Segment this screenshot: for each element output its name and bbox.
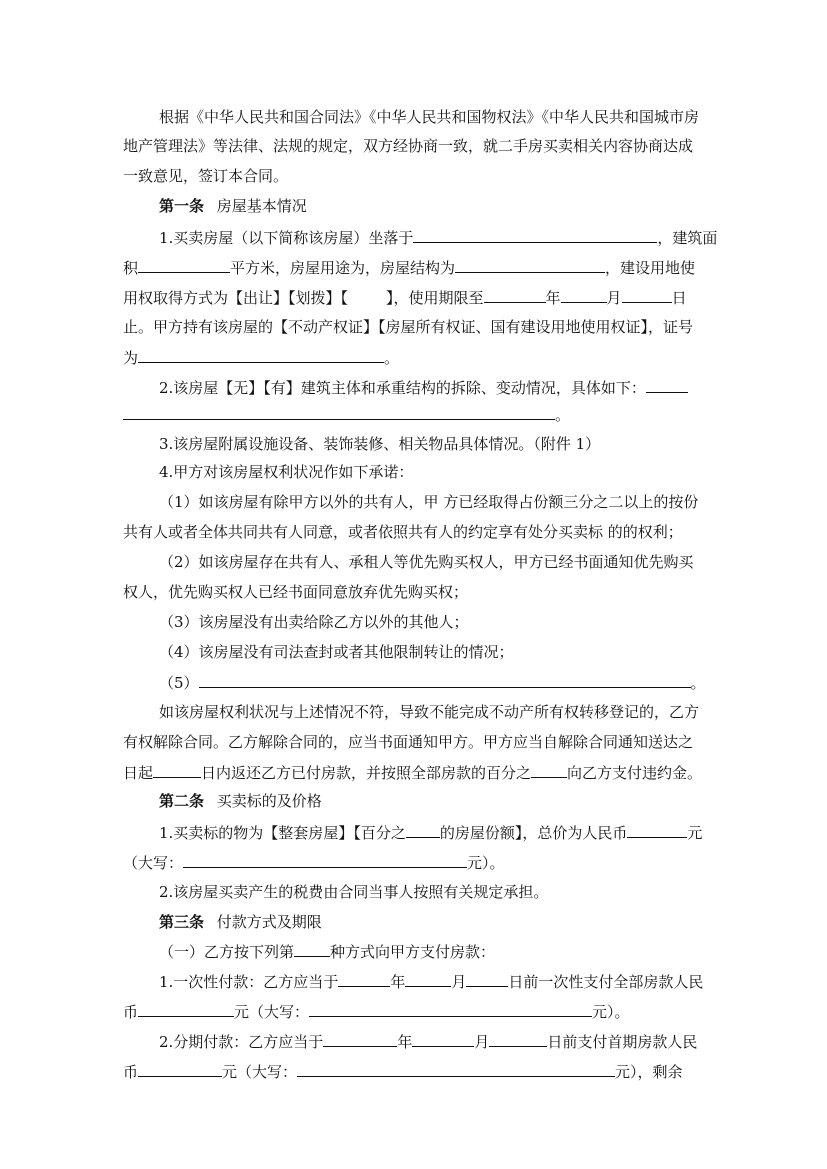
breach-line-2 [123, 732, 693, 752]
a1-item4-p4 [159, 642, 514, 662]
a3-lump-line-2 [123, 1001, 630, 1022]
install-year-blank[interactable] [323, 1031, 397, 1047]
a1-item3 [159, 434, 600, 454]
breach-line-1 [159, 702, 699, 722]
text: 元），剩余 [615, 1063, 683, 1081]
article-number: 第二条 [159, 792, 205, 810]
text: 有权解除合同。乙方解除合同的，应当书面通知甲方。甲方应当自解除合同通知送达之 [123, 733, 694, 751]
text: 积 [123, 259, 139, 277]
article-3-heading [159, 912, 322, 932]
text: 1.一次性付款：乙方应当于 [159, 973, 339, 991]
a1-item4-intro [159, 462, 413, 482]
text: 日前支付首期房款人民 [547, 1033, 698, 1051]
text: 向乙方支付违约金。 [567, 764, 703, 782]
article-title: 买卖标的及价格 [216, 792, 322, 810]
text: 1.买卖房屋（以下简称该房屋）坐落于 [159, 229, 414, 247]
text: 2.该房屋买卖产生的税费由合同当事人按照有关规定承担。 [159, 883, 549, 901]
text: 日内返还乙方已付房款，并按照全部房款的百分之 [201, 764, 532, 782]
text: （4）该房屋没有司法查封或者其他限制转让的情况； [159, 643, 514, 661]
breach-line-3 [123, 762, 702, 783]
text: 元（大写： [222, 1063, 298, 1081]
preamble-text: 一致意见，签订本合同。 [123, 167, 289, 185]
a3-install-line-1 [159, 1031, 697, 1052]
total-price-blank[interactable] [627, 822, 687, 838]
lump-day-blank[interactable] [466, 971, 508, 987]
a1-item4-p1-line-2 [123, 522, 683, 542]
article-title: 付款方式及期限 [216, 913, 322, 931]
payment-method-blank[interactable] [294, 941, 330, 957]
text: 2.分期付款：乙方应当于 [159, 1033, 324, 1051]
a1-item1-line-3 [123, 287, 687, 308]
total-price-words-blank[interactable] [183, 852, 467, 868]
text: ，建筑面 [657, 229, 718, 247]
text: （1）如该房屋有除甲方以外的共有人，甲 方已经取得占份额三分之二以上的按份 [159, 493, 699, 511]
preamble-text: 根据《中华人民共和国合同法》《中华人民共和国物权法》《中华人民共和国城市房 [159, 108, 700, 126]
a1-item1-line-5 [123, 347, 399, 368]
text: （大写： [123, 854, 184, 872]
a1-item1-line-2 [123, 257, 695, 278]
alteration-blank[interactable] [646, 377, 688, 393]
down-payment-words-blank[interactable] [297, 1061, 615, 1077]
preamble-text: 地产管理法》等法律、法规的规定，双方经协商一致，就二手房买卖相关内容协商达成 [123, 137, 694, 155]
a1-item2-line-2 [123, 404, 570, 425]
text: 元）。 [592, 1003, 630, 1021]
a1-item4-p2-line-2 [123, 582, 468, 602]
down-payment-blank[interactable] [138, 1061, 222, 1077]
share-percent-blank[interactable] [406, 822, 440, 838]
penalty-percent-blank[interactable] [531, 762, 567, 778]
install-day-blank[interactable] [489, 1031, 547, 1047]
a1-item1-line-4 [123, 317, 693, 337]
text: 】，使用期限至 [386, 289, 484, 307]
text: 2.该房屋【无】【有】建筑主体和承重结构的拆除、变动情况，具体如下： [159, 379, 646, 397]
area-blank[interactable] [138, 257, 230, 273]
month-blank[interactable] [561, 287, 607, 303]
alteration-detail-blank[interactable] [123, 404, 555, 420]
preamble-line-3 [123, 166, 288, 186]
text: 权人，优先购买权人已经书面同意放弃优先购买权； [123, 583, 469, 601]
a1-item4-p3 [159, 612, 469, 632]
text: 日 [671, 289, 687, 307]
lump-amount-words-blank[interactable] [309, 1001, 592, 1017]
text: 如该房屋权利状况与上述情况不符，导致不能完成不动产所有权转移登记的，乙方 [159, 703, 700, 721]
text: 。 [555, 406, 571, 424]
text: 月 [451, 973, 467, 991]
text: 为 [123, 349, 139, 367]
text: 共有人或者全体共同共有人同意，或者依照共有人的约定享有处分买卖标 的的权利； [123, 523, 683, 541]
text: 4.甲方对该房屋权利状况作如下承诺： [159, 463, 414, 481]
text: （3）该房屋没有出卖给除乙方以外的其他人； [159, 613, 469, 631]
text: 的房屋份额】，总价为人民币 [439, 824, 628, 842]
text: 元（大写： [234, 1003, 310, 1021]
article-2-heading [159, 791, 322, 811]
text: （5） [159, 674, 199, 692]
article-title: 房屋基本情况 [216, 197, 307, 215]
a3-install-line-2 [123, 1061, 683, 1082]
text: 年 [545, 289, 561, 307]
article-number: 第一条 [159, 197, 205, 215]
cert-number-blank[interactable] [138, 347, 384, 363]
text: 币 [123, 1063, 139, 1081]
day-blank[interactable] [622, 287, 672, 303]
preamble-line-2 [123, 136, 693, 156]
text: ，建设用地使 [605, 259, 696, 277]
text: 日起 [123, 764, 154, 782]
a2-item1-line-2 [123, 852, 505, 873]
text: 月 [474, 1033, 490, 1051]
text: 日前一次性支付全部房款人民 [508, 973, 704, 991]
text: 平方米，房屋用途为，房屋结构为 [230, 259, 456, 277]
lump-year-blank[interactable] [338, 971, 390, 987]
text: 年 [390, 973, 406, 991]
text: 。 [690, 674, 706, 692]
text: 。 [384, 349, 400, 367]
article-1-heading [159, 196, 307, 216]
a2-item1-line-1 [159, 822, 702, 843]
text: 月 [606, 289, 622, 307]
a1-item4-p2-line-1 [159, 552, 694, 572]
lump-month-blank[interactable] [405, 971, 451, 987]
lump-amount-blank[interactable] [138, 1001, 234, 1017]
text: 用权取得方式为【出让】【划拨】【 [123, 289, 349, 307]
a1-item1-line-1 [159, 227, 717, 248]
a3-sub1 [159, 941, 495, 962]
text: 币 [123, 1003, 139, 1021]
location-blank[interactable] [413, 227, 657, 243]
text: 3.该房屋附属设施设备、装饰装修、相关物品具体情况。（附件 1） [159, 435, 601, 453]
text: 元）。 [467, 854, 505, 872]
text: 种方式向甲方支付房款： [330, 943, 496, 961]
text: 年 [397, 1033, 413, 1051]
text: 1.买卖标的物为【整套房屋】【百分之 [159, 824, 406, 842]
text: 止。甲方持有该房屋的【不动产权证】【房屋所有权证、国有建设用地使用权证】，证号 [123, 318, 694, 336]
structure-blank[interactable] [455, 257, 605, 273]
text: （一）乙方按下列第 [159, 943, 295, 961]
preamble-line-1 [159, 107, 699, 127]
article-number: 第三条 [159, 913, 205, 931]
a2-item2 [159, 882, 548, 902]
a1-item4-p1-line-1 [159, 492, 698, 512]
refund-days-blank[interactable] [153, 762, 201, 778]
a1-item2-line-1 [159, 377, 688, 398]
install-month-blank[interactable] [412, 1031, 474, 1047]
a3-lump-line-1 [159, 971, 703, 992]
a1-item4-p5 [159, 672, 706, 693]
text: （2）如该房屋存在共有人、承租人等优先购买权人，甲方已经书面通知优先购买 [159, 553, 694, 571]
other-commitment-blank[interactable] [199, 672, 691, 688]
text: 元 [687, 824, 703, 842]
year-blank[interactable] [484, 287, 546, 303]
